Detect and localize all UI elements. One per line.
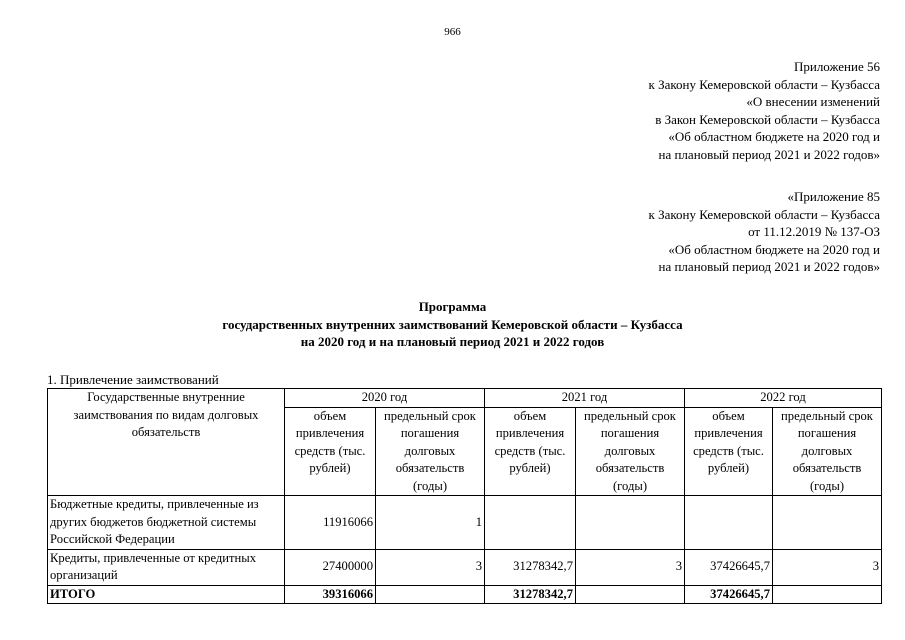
title-line: государственных внутренних заимствований Кемеровской области – Кузбасса <box>222 316 683 332</box>
cell <box>376 585 485 604</box>
appendix-line: на плановый период 2021 и 2022 годов» <box>658 259 880 274</box>
appendix-85-block <box>649 188 881 276</box>
cell <box>485 496 576 550</box>
cell: 3 <box>376 549 485 585</box>
title-line: на 2020 год и на плановый период 2021 и 2022 годов <box>300 334 605 349</box>
cell: 27400000 <box>285 549 376 585</box>
document-title <box>0 298 905 351</box>
cell: 39316066 <box>285 585 376 604</box>
appendix-line: к Закону Кемеровской области – Кузбасса <box>648 76 880 92</box>
section-label: 1. Привлечение заимствований <box>47 372 219 387</box>
cell: 37426645,7 <box>685 585 773 604</box>
year-header-2022: 2022 год <box>685 389 882 408</box>
appendix-56-block <box>649 58 881 163</box>
year-header-2021: 2021 год <box>485 389 685 408</box>
appendix-line: от 11.12.2019 № 137-ОЗ <box>748 224 880 239</box>
cell: 3 <box>576 549 685 585</box>
cell: 31278342,7 <box>485 585 576 604</box>
total-label: ИТОГО <box>48 585 285 604</box>
appendix-line: «О внесении изменений <box>746 94 880 109</box>
cell: 1 <box>376 496 485 550</box>
cell <box>773 496 882 550</box>
term-header: предельный срок погашения долговых обязательств (годы) <box>773 407 882 496</box>
appendix-line: «Приложение 85 <box>787 189 880 204</box>
table-row <box>48 549 882 585</box>
cell: 3 <box>773 549 882 585</box>
appendix-line: к Закону Кемеровской области – Кузбасса <box>648 206 880 222</box>
volume-header: объем привлечения средств (тыс. рублей) <box>685 407 773 496</box>
row-name: Кредиты, привлеченные от кредитных организаций <box>48 549 285 585</box>
table-header-row <box>48 389 882 408</box>
table-row <box>48 496 882 550</box>
appendix-line: на плановый период 2021 и 2022 годов» <box>658 146 880 162</box>
cell <box>685 496 773 550</box>
cell <box>773 585 882 604</box>
volume-header: объем привлечения средств (тыс. рублей) <box>285 407 376 496</box>
cell <box>576 585 685 604</box>
cell <box>576 496 685 550</box>
total-row <box>48 585 882 604</box>
term-header: предельный срок погашения долговых обязательств (годы) <box>576 407 685 496</box>
page-number: 966 <box>444 26 461 38</box>
title-line: Программа <box>418 299 487 314</box>
row-name: Бюджетные кредиты, привлеченные из других бюджетов бюджетной системы Российской Федерации <box>48 496 285 550</box>
borrowing-table <box>47 388 882 604</box>
appendix-line: «Об областном бюджете на 2020 год и <box>668 129 880 144</box>
appendix-line: в Закон Кемеровской области – Кузбасса <box>655 111 880 127</box>
cell: 11916066 <box>285 496 376 550</box>
appendix-line: Приложение 56 <box>793 59 880 74</box>
term-header: предельный срок погашения долговых обязательств (годы) <box>376 407 485 496</box>
cell: 31278342,7 <box>485 549 576 585</box>
volume-header: объем привлечения средств (тыс. рублей) <box>485 407 576 496</box>
appendix-line: «Об областном бюджете на 2020 год и <box>668 241 880 257</box>
name-column-header: Государственные внутренние заимствования по видам долговых обязательств <box>48 389 285 496</box>
cell: 37426645,7 <box>685 549 773 585</box>
year-header-2020: 2020 год <box>285 389 485 408</box>
